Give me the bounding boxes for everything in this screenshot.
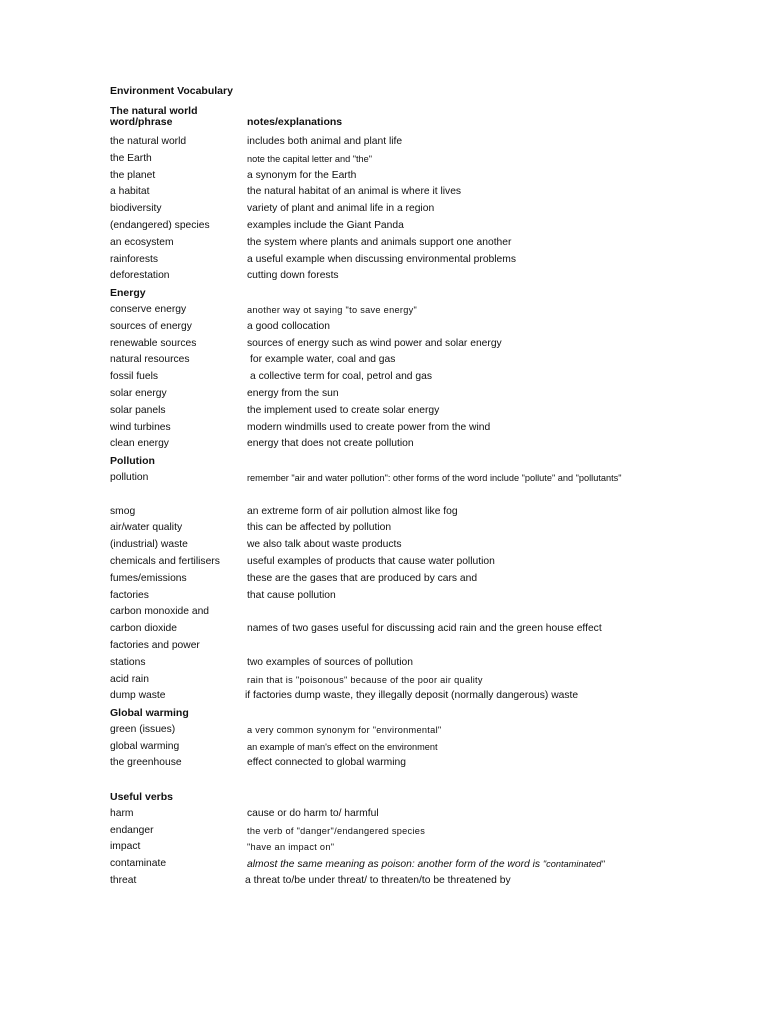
vocab-note: these are the gases that are produced by cars and	[247, 572, 478, 584]
vocab-word: renewable sources	[110, 337, 197, 349]
vocab-row	[110, 873, 730, 890]
vocab-note: "have an impact on"	[247, 842, 335, 853]
vocab-row	[110, 235, 730, 252]
vocab-word: harm	[110, 807, 134, 819]
vocab-word: wind turbines	[110, 421, 171, 433]
vocab-row	[110, 604, 730, 621]
vocab-word: global warming	[110, 740, 180, 752]
vocab-note: a threat to/be under threat/ to threaten/to be threatened by	[245, 875, 511, 887]
vocab-word: threat	[110, 875, 137, 887]
vocab-word: factories and power	[110, 639, 200, 651]
vocab-note: the system where plants and animals support one another	[247, 236, 512, 248]
vocab-note: a useful example when discussing environmental problems	[247, 253, 517, 265]
vocab-word: (industrial) waste	[110, 539, 188, 551]
vocab-note: the natural habitat of an animal is where it lives	[247, 186, 462, 198]
vocab-word: contaminate	[110, 858, 167, 870]
vocab-row	[110, 319, 730, 336]
vocab-note: a synonym for the Earth	[247, 169, 357, 181]
vocab-note: a good collocation	[247, 320, 331, 332]
section-heading-energy: Energy	[110, 287, 146, 300]
vocab-note: sources of energy such as wind power and solar energy	[247, 337, 502, 349]
vocab-word: impact	[110, 841, 141, 853]
vocab-row	[110, 504, 730, 521]
vocab-note: energy from the sun	[247, 387, 339, 399]
vocab-word: clean energy	[110, 438, 169, 450]
section-heading-natural-world: The natural world	[110, 105, 198, 117]
vocab-row	[110, 823, 730, 840]
vocab-note: includes both animal and plant life	[247, 136, 403, 147]
vocab-note: cutting down forests	[247, 270, 339, 282]
vocab-row	[110, 520, 730, 537]
vocab-row	[110, 554, 730, 571]
vocab-row	[110, 218, 730, 235]
vocab-note: effect connected to global warming	[247, 757, 406, 769]
vocab-word: air/water quality	[110, 522, 183, 534]
vocab-row	[110, 856, 730, 873]
section-heading-global-warming: Global warming	[110, 707, 189, 720]
vocab-note: note the capital letter and "the"	[247, 153, 373, 164]
vocab-note: this can be affected by pollution	[247, 522, 392, 534]
vocab-note: a collective term for coal, petrol and gas	[250, 371, 433, 383]
spacer	[110, 772, 730, 789]
vocab-row	[110, 184, 730, 201]
vocab-note: for example water, coal and gas	[250, 354, 396, 366]
vocab-note-main: almost the same meaning as poison: another form of the word is	[247, 859, 541, 871]
vocab-row	[110, 436, 730, 453]
vocab-word: conserve energy	[110, 303, 187, 315]
vocab-note: a very common synonym for "environmental"	[247, 724, 442, 735]
vocab-note: an extreme form of air pollution almost like fog	[247, 505, 458, 517]
vocab-row	[110, 588, 730, 605]
vocab-word: the greenhouse	[110, 757, 182, 769]
vocab-note: energy that does not create pollution	[247, 438, 414, 450]
vocab-note: modern windmills used to create power from the wind	[247, 421, 491, 433]
vocab-word: fumes/emissions	[110, 572, 187, 584]
vocab-row	[110, 302, 730, 319]
column-header-notes: notes/explanations	[247, 116, 343, 128]
vocab-word: the planet	[110, 169, 156, 181]
vocab-word: endanger	[110, 824, 154, 836]
vocab-word: a habitat	[110, 186, 150, 198]
vocab-row	[110, 403, 730, 420]
vocab-row	[110, 638, 730, 655]
vocab-word: dump waste	[110, 690, 166, 702]
vocab-note: we also talk about waste products	[247, 539, 402, 551]
vocab-word: stations	[110, 656, 146, 668]
vocab-word: chemicals and fertilisers	[110, 555, 220, 567]
vocab-row	[110, 134, 730, 151]
vocab-word: deforestation	[110, 270, 170, 282]
vocab-word: biodiversity	[110, 203, 162, 215]
vocab-row	[110, 722, 730, 739]
vocab-row	[110, 420, 730, 437]
vocab-row	[110, 201, 730, 218]
vocab-row	[110, 252, 730, 269]
vocab-note: useful examples of products that cause water pollution	[247, 555, 495, 567]
vocab-row	[110, 672, 730, 689]
vocab-word: rainforests	[110, 253, 159, 265]
vocab-note: variety of plant and animal life in a region	[247, 203, 435, 215]
vocab-note	[247, 856, 605, 873]
vocab-row	[110, 739, 730, 756]
vocab-note: two examples of sources of pollution	[247, 656, 413, 668]
vocab-word: green (issues)	[110, 723, 176, 735]
vocab-word: smog	[110, 505, 136, 517]
vocab-row	[110, 470, 730, 504]
vocab-note: examples include the Giant Panda	[247, 219, 404, 231]
vocab-word: pollution	[110, 471, 149, 483]
vocab-row	[110, 151, 730, 168]
vocab-note: the implement used to create solar energy	[247, 404, 440, 416]
vocab-word: factories	[110, 589, 149, 601]
document-title: Environment Vocabulary	[110, 85, 233, 97]
column-header-word: word/phrase	[110, 116, 173, 128]
vocab-row	[110, 386, 730, 403]
vocab-row	[110, 352, 730, 369]
vocab-note: another way ot saying "to save energy"	[247, 304, 418, 315]
document-page	[110, 84, 730, 890]
vocab-row	[110, 755, 730, 772]
vocab-row	[110, 571, 730, 588]
vocab-word: an ecosystem	[110, 236, 174, 248]
vocab-word: carbon dioxide	[110, 623, 177, 635]
vocab-word: the natural world	[110, 136, 187, 147]
vocab-note-tail: "contaminated"	[542, 859, 605, 870]
vocab-note: rain that is "poisonous" because of the poor air quality	[247, 674, 483, 685]
vocab-word: fossil fuels	[110, 371, 159, 383]
vocab-row	[110, 806, 730, 823]
vocab-row	[110, 369, 730, 386]
vocab-word: acid rain	[110, 673, 149, 685]
vocab-word: the Earth	[110, 152, 152, 164]
vocab-note: the verb of "danger"/endangered species	[247, 825, 426, 836]
vocab-row	[110, 655, 730, 672]
vocab-word: carbon monoxide and	[110, 606, 210, 618]
vocab-row	[110, 537, 730, 554]
vocab-row	[110, 168, 730, 185]
vocab-note: remember "air and water pollution": other forms of the word include "pollute" and "pollutants"	[247, 472, 622, 483]
vocab-word: solar panels	[110, 404, 166, 416]
vocab-row	[110, 621, 730, 638]
vocab-word: (endangered) species	[110, 219, 210, 231]
vocab-note: an example of man's effect on the environment	[247, 741, 438, 752]
column-headers	[110, 117, 730, 128]
vocab-row	[110, 336, 730, 353]
section-heading-pollution: Pollution	[110, 455, 155, 468]
vocab-note: that cause pollution	[247, 589, 336, 601]
vocab-note: cause or do harm to/ harmful	[247, 807, 379, 819]
vocab-row	[110, 839, 730, 856]
vocab-note: if factories dump waste, they illegally deposit (normally dangerous) waste	[245, 690, 579, 702]
vocab-word: natural resources	[110, 354, 190, 366]
vocab-word: sources of energy	[110, 320, 192, 332]
vocab-row	[110, 688, 730, 705]
vocab-note: names of two gases useful for discussing acid rain and the green house effect	[247, 623, 602, 635]
section-heading-useful-verbs: Useful verbs	[110, 791, 174, 804]
vocab-row	[110, 268, 730, 285]
vocab-word: solar energy	[110, 387, 167, 399]
